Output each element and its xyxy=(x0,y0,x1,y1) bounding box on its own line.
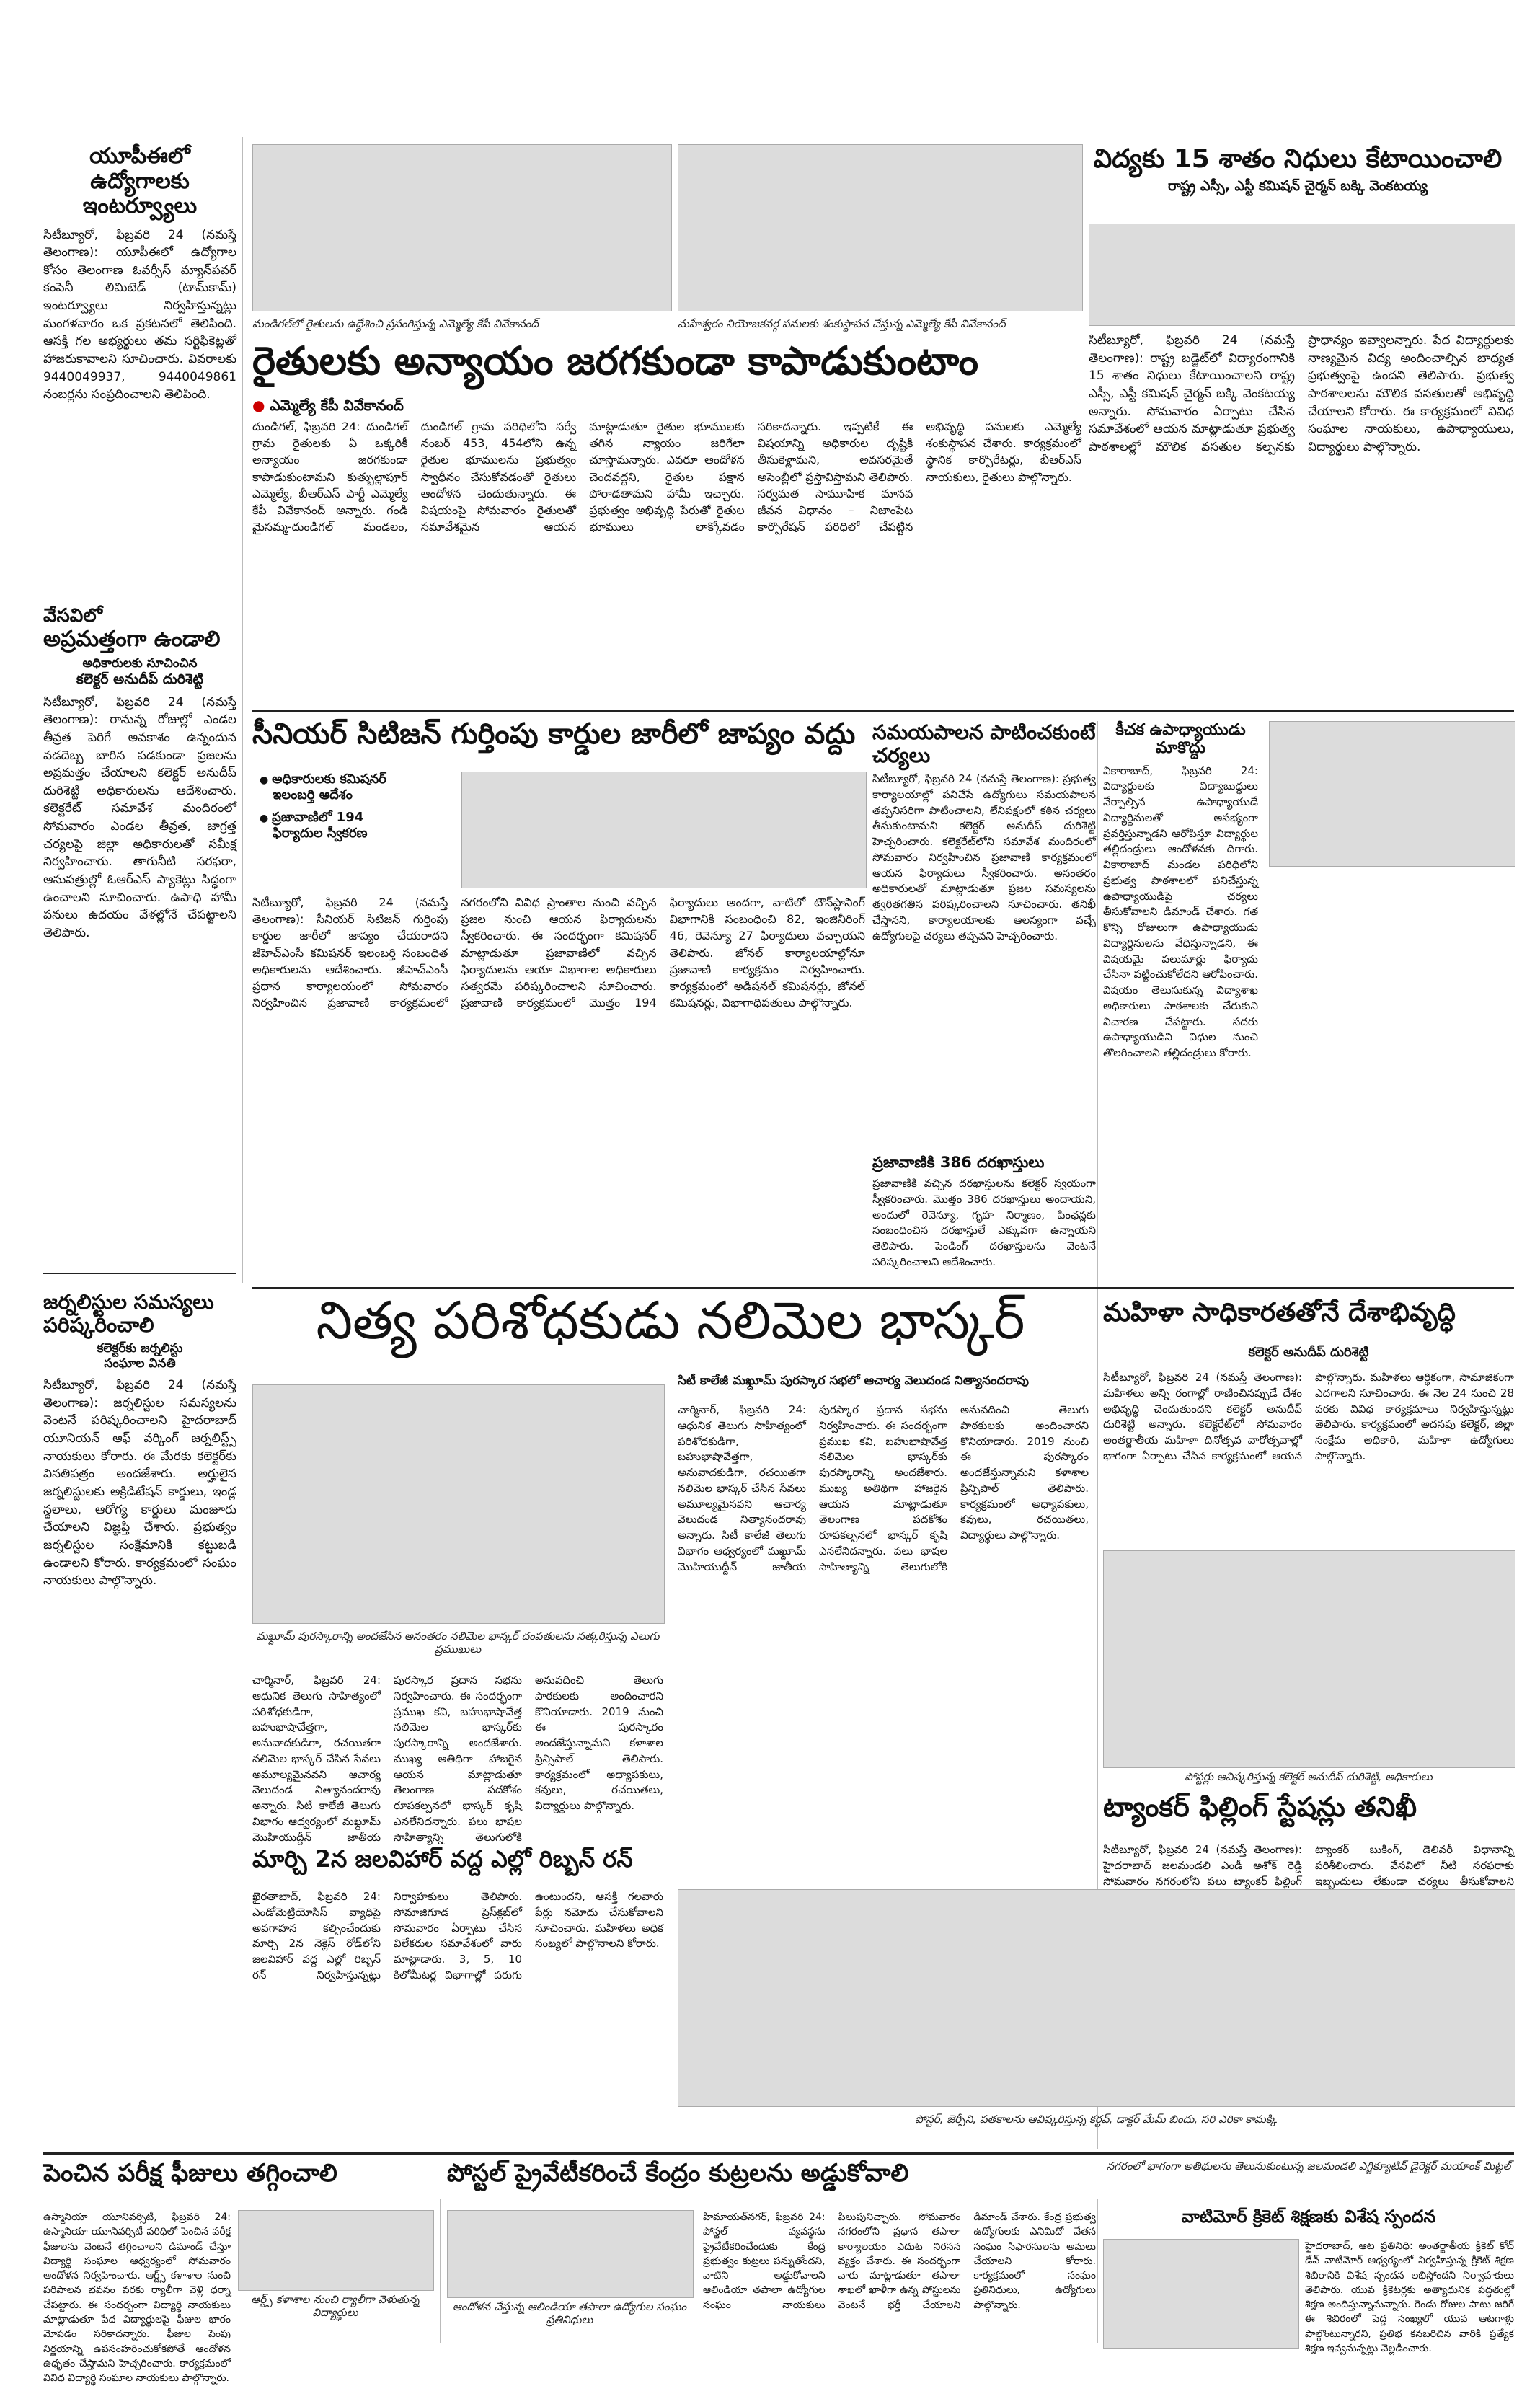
article-subhead: కలెక్టర్ అనుదీప్ దురిశెట్టి xyxy=(1248,1345,1369,1360)
article-summer-alert xyxy=(43,606,236,1269)
photo-caption: పోస్టర్లు ఆవిష్కరిస్తున్న కలెక్టర్ అనుదీప్ దురిశెట్టి, అధికారులు xyxy=(1185,1770,1433,1783)
article-kicker: నగరంలో భాగంగా అతిథులను తెలుసుకుంటున్న జలమండలి ఎగ్జిక్యూటివ్ డైరెక్టర్ మయాంక్ మిట్టల్ xyxy=(1106,2160,1511,2173)
article-subhead: సంఘాల వినతి xyxy=(104,1356,176,1371)
column-rule xyxy=(1097,2199,1098,2343)
article-headline: యూపీఈలో ఉద్యోగాలకు ఇంటర్వ్యూలు xyxy=(82,143,198,218)
article-subhead: సిటీ కాలేజీ మఖ్దూమ్ పురస్కార సభలో ఆచార్య వెలుదండ నిత్యానందరావు xyxy=(678,1374,1030,1388)
photo-bhaskar xyxy=(252,1384,665,1624)
photo-caption: ఆర్ట్స్ కళాశాల నుంచి ర్యాలీగా వెళుతున్న విద్యార్థులు xyxy=(251,2293,420,2319)
article-fees-body xyxy=(43,2210,231,2385)
photo-caption: ఆందోళన చేస్తున్న ఆలిండియా తపాలా ఉద్యోగుల సంఘం ప్రతినిధులు xyxy=(452,2300,687,2326)
photo-caption: మండిగల్‌లో రైతులను ఉద్దేశించి ప్రసంగిస్తున్న ఎమ్మెల్యే కేపీ వివేకానంద్ xyxy=(252,317,539,330)
article-body: సిటీబ్యూరో, ఫిబ్రవరి 24 (నమస్తే తెలంగాణ): సీనియర్ సిటిజన్ గుర్తింపు కార్డుల జారీలో జాప్యం చేయరాదని జీహెచ్ఎంసీ కమిషనర్ ఇలంబర్తి సంబంధిత అధికారులను ఆదేశించారు. జీహెచ్ఎంసీ ప్రధాన కార్యాలయంలో సోమవారం నిర్వహించిన ప్రజావాణి కార్యక్రమంలో నగరంలోని వివిధ ప్రాంతాల నుంచి వచ్చిన ప్రజల నుంచి ఆయన ఫిర్యాదులను స్వీకరించారు. ఈ సందర్భంగా కమిషనర్ మాట్లాడుతూ ప్రజావాణిలో వచ్చిన ఫిర్యాదులను ఆయా విభాగాల అధికారులు సత్వరమే పరిష్కరించాలని సూచించారు. ప్రజావాణి కార్యక్రమంలో మొత్తం 194 ఫిర్యాదులు అందగా, వాటిలో టౌన్‌ప్లానింగ్ విభాగానికి సంబంధించి 82, ఇంజినీరింగ్ 46, రెవెన్యూ 27 ఫిర్యాదులు వచ్చాయని తెలిపారు. జోనల్ కార్యాలయాల్లోనూ ప్రజావాణి కార్యక్రమం నిర్వహించారు. కార్యక్రమంలో అడిషనల్ కమిషనర్లు, జోనల్ కమిషనర్లు, విభాగాధిపతులు పాల్గొన్నారు. xyxy=(252,896,865,1010)
section-rule xyxy=(252,1287,1514,1289)
article-cricket-body xyxy=(1305,2239,1514,2355)
article-women-headline xyxy=(1103,1298,1514,1341)
article-bhaskar-body-b xyxy=(678,1402,1089,1839)
article-headline: పోస్టల్ ప్రైవేటీకరించే కేంద్రం కుట్రలను అడ్డుకోవాలి xyxy=(447,2159,909,2188)
article-subhead: కలెక్టర్ అనుదీప్ దురిశెట్టి xyxy=(76,671,204,687)
article-ribbon-headline xyxy=(252,1846,1089,1882)
article-headline: మార్చి 2న జలవిహార్ వద్ద ఎల్లో రిబ్బన్ రన్ xyxy=(252,1845,633,1873)
article-headline: కీచక ఉపాధ్యాయుడు xyxy=(1115,721,1246,739)
section-rule xyxy=(43,1273,236,1274)
article-subhead: మాకొద్దు xyxy=(1155,739,1206,758)
bullet-point: ● అధికారులకు కమిషనర్ xyxy=(260,772,447,787)
article-cricket-headline xyxy=(1103,2206,1514,2235)
photo-foundation xyxy=(678,144,1083,311)
article-citizen-body xyxy=(252,894,865,1283)
article-body: చార్మినార్, ఫిబ్రవరి 24: ఆధునిక తెలుగు సాహిత్యంలో పరిశోధకుడిగా, బహుభాషావేత్తగా, అనువాదకుడిగా, రచయితగా నలిమెల భాస్కర్ చేసిన సేవలు అమూల్యమైనవని ఆచార్య వెలుదండ నిత్యానందరావు అన్నారు. సిటీ కాలేజీ తెలుగు విభాగం ఆధ్వర్యంలో మఖ్దూమ్ మొహియుద్దీన్ జాతీయ పురస్కార ప్రదాన సభను నిర్వహించారు. ఈ సందర్భంగా ప్రముఖ కవి, బహుభాషావేత్త నలిమెల భాస్కర్‌కు పురస్కారాన్ని అందజేశారు. ముఖ్య అతిథిగా హాజరైన ఆయన మాట్లాడుతూ తెలంగాణ పదకోశం రూపకల్పనలో భాస్కర్ కృషి ఎనలేనిదన్నారు. పలు భాషల సాహిత్యాన్ని తెలుగులోకి అనువదించి తెలుగు పాఠకులకు అందించారని కొనియాడారు. 2019 నుంచి ఈ పురస్కారం అందజేస్తున్నామని కళాశాల ప్రిన్సిపాల్ తెలిపారు. కార్యక్రమంలో అధ్యాపకులు, కవులు, రచయితలు, విద్యార్థులు పాల్గొన్నారు. xyxy=(252,1674,663,1844)
article-bhaskar-subhead xyxy=(678,1374,1089,1395)
article-citizen-bullets xyxy=(260,772,447,887)
article-kicker: వేసవిలో xyxy=(43,605,102,627)
article-headline: అప్రమత్తంగా ఉండాలి xyxy=(43,626,221,652)
photo-caption: మఖ్దూమ్ పురస్కారాన్ని అందజేసిన అనంతరం నలిమెల భాస్కర్ దంపతులను సత్కరిస్తున్న ఎలుగు ప్రముఖులు xyxy=(256,1630,660,1656)
column-rule xyxy=(440,2199,441,2343)
section-rule xyxy=(252,710,1514,712)
article-body: సిటీబ్యూరో, ఫిబ్రవరి 24 (నమస్తే తెలంగాణ): రానున్న రోజుల్లో ఎండల తీవ్రత పెరిగే అవకాశం ఉన్నందున వడదెబ్బ బారిన పడకుండా ప్రజలను అప్రమత్తం చేయాలని కలెక్టర్ అనుదీప్ దురిశెట్టి అధికారులను ఆదేశించారు. కలెక్టరేట్ సమావేశ మందిరంలో సోమవారం ఎండల తీవ్రత, జాగ్రత్త చర్యలపై జిల్లా అధికారులతో సమీక్ష నిర్వహించారు. తాగునీటి సరఫరా, ఆసుపత్రుల్లో ఓఆర్ఎస్ ప్యాకెట్లు సిద్ధంగా ఉంచాలని సూచించారు. ఉపాధి హామీ పనులు ఉదయం వేళల్లోనే చేపట్టాలని తెలిపారు. xyxy=(43,694,236,940)
article-subhead: అధికారులకు సూచించిన xyxy=(82,656,198,671)
bullet-point: ● ప్రజావాణిలో 194 xyxy=(260,810,447,826)
article-postal-headline xyxy=(447,2160,1096,2203)
photo-postal xyxy=(447,2210,694,2298)
article-punct-headline xyxy=(872,720,1096,768)
article-headline: విద్యకు 15 శాతం నిధులు కేటాయించాలి xyxy=(1093,144,1503,174)
column-rule xyxy=(242,137,243,1283)
article-headline: మహిళా సాధికారతతోనే దేశాభివృద్ధి xyxy=(1103,1298,1456,1327)
article-teacher xyxy=(1103,721,1258,1291)
article-farmers-body xyxy=(252,397,1081,703)
article-tanker-headline xyxy=(1103,1792,1514,1835)
article-body: సిటీబ్యూరో, ఫిబ్రవరి 24 (నమస్తే తెలంగాణ): ప్రభుత్వ కార్యాలయాల్లో పనిచేసే ఉద్యోగులు సమయపాలన తప్పనిసరిగా పాటించాలని, లేనిపక్షంలో కఠిన చర్యలు తీసుకుంటామని కలెక్టర్ అనుదీప్ దురిశెట్టి హెచ్చరించారు. కలెక్టరేట్‌లోని సమావేశ మందిరంలో సోమవారం నిర్వహించిన ప్రజావాణి కార్యక్రమంలో ఆయన ఫిర్యాదులు స్వీకరించారు. అనంతరం అధికారులతో మాట్లాడుతూ ప్రజల సమస్యలను త్వరితగతిన పరిష్కరించాలని సూచించారు. తనిఖీ చేస్తానని, కార్యాలయాలకు ఆలస్యంగా వచ్చే ఉద్యోగులపై చర్యలు తప్పవని హెచ్చరించారు. xyxy=(872,772,1096,942)
article-byline: ● ఎమ్మెల్యే కేపీ వివేకానంద్ xyxy=(252,397,1081,414)
article-education-header xyxy=(1081,144,1514,216)
article-bhaskar-headline xyxy=(252,1291,1089,1370)
article-headline: సమయపాలన పాటించకుంటే చర్యలు xyxy=(872,720,1096,768)
article-punct-sub xyxy=(872,1154,1096,1283)
article-body: సిటీబ్యూరో, ఫిబ్రవరి 24 (నమస్తే తెలంగాణ): రాష్ట్ర బడ్జెట్‌లో విద్యారంగానికి 15 శాతం నిధులు కేటాయించాలని రాష్ట్ర ఎస్సీ, ఎస్టీ కమిషన్ చైర్మన్ బక్కి వెంకటయ్య అన్నారు. సోమవారం ఏర్పాటు చేసిన సమావేశంలో ఆయన మాట్లాడుతూ ప్రభుత్వ పాఠశాలల్లో మౌలిక వసతుల కల్పనకు ప్రాధాన్యం ఇవ్వాలన్నారు. పేద విద్యార్థులకు నాణ్యమైన విద్య అందించాల్సిన బాధ్యత ప్రభుత్వంపై ఉందని తెలిపారు. ప్రభుత్వ పాఠశాలలను మౌలిక వసతులతో అభివృద్ధి చేయాలని కోరారు. ఈ కార్యక్రమంలో వివిధ సంఘాల నాయకులు, ఉపాధ్యాయులు, విద్యార్థులు పాల్గొన్నారు. xyxy=(1089,333,1514,454)
photo-caption: మహేశ్వరం నియోజకవర్గ పనులకు శంకుస్థాపన చేస్తున్న ఎమ్మెల్యే కేపీ వివేకానంద్ xyxy=(678,317,1006,330)
article-bhaskar-body-a xyxy=(252,1673,663,1844)
article-upe-jobs xyxy=(43,144,236,591)
article-headline: వాటిమోర్ క్రికెట్ శిక్షణకు విశేష స్పందన xyxy=(1181,2206,1436,2227)
article-body: చార్మినార్, ఫిబ్రవరి 24: ఆధునిక తెలుగు సాహిత్యంలో పరిశోధకుడిగా, బహుభాషావేత్తగా, అనువాదకుడిగా, రచయితగా నలిమెల భాస్కర్ చేసిన సేవలు అమూల్యమైనవని ఆచార్య వెలుదండ నిత్యానందరావు అన్నారు. సిటీ కాలేజీ తెలుగు విభాగం ఆధ్వర్యంలో మఖ్దూమ్ మొహియుద్దీన్ జాతీయ పురస్కార ప్రదాన సభను నిర్వహించారు. ఈ సందర్భంగా ప్రముఖ కవి, బహుభాషావేత్త నలిమెల భాస్కర్‌కు పురస్కారాన్ని అందజేశారు. ముఖ్య అతిథిగా హాజరైన ఆయన మాట్లాడుతూ తెలంగాణ పదకోశం రూపకల్పనలో భాస్కర్ కృషి ఎనలేనిదన్నారు. పలు భాషల సాహిత్యాన్ని తెలుగులోకి అనువదించి తెలుగు పాఠకులకు అందించారని కొనియాడారు. 2019 నుంచి ఈ పురస్కారం అందజేస్తున్నామని కళాశాల ప్రిన్సిపాల్ తెలిపారు. కార్యక్రమంలో అధ్యాపకులు, కవులు, రచయితలు, విద్యార్థులు పాల్గొన్నారు. xyxy=(678,1403,1089,1573)
article-teacher-continued xyxy=(1269,721,1514,1291)
column-rule xyxy=(1097,721,1098,1291)
article-headline: సీనియర్ సిటిజన్ గుర్తింపు కార్డుల జారీలో జాప్యం వద్దు xyxy=(252,717,856,751)
article-headline: నిత్య పరిశోధకుడు నలిమెల భాస్కర్ xyxy=(316,1290,1025,1351)
article-subhead: రాష్ట్ర ఎస్సీ, ఎస్టీ కమిషన్ చైర్మన్ బక్కి వెంకటయ్య xyxy=(1167,178,1428,195)
article-body: సిటీబ్యూరో, ఫిబ్రవరి 24 (నమస్తే తెలంగాణ): హైదరాబాద్ జలమండలి ఎండీ అశోక్ రెడ్డి సోమవారం నగరంలోని పలు ట్యాంకర్ ఫిల్లింగ్ ట్యాంకర్ బుకింగ్, డెలివరీ విధానాన్ని పరిశీలించారు. వేసవిలో నీటి సరఫరాకు ఇబ్బందులు లేకుండా చర్యలు తీసుకోవాలని xyxy=(1103,1843,1514,1888)
photo-tanker xyxy=(1103,1550,1515,1768)
article-education-body xyxy=(1089,332,1514,707)
photo-caption: పోస్టర్, జెర్సీని, పతకాలను ఆవిష్కరిస్తున్న కర్టవ్, డాక్టర్ మేమ్ బిందు, సరి ఎరికా కామక్కి xyxy=(915,2113,1277,2126)
article-body: హైదరాబాద్, ఆట ప్రతినిధి: అంతర్జాతీయ క్రికెట్ కోచ్ డేవ్ వాటిమోర్ ఆధ్వర్యంలో నిర్వహిస్తున్న క్రికెట్ శిక్షణ శిబిరానికి విశేష స్పందన లభిస్తోందని నిర్వాహకులు తెలిపారు. యువ క్రికెటర్లకు అత్యాధునిక పద్ధతుల్లో శిక్షణ అందిస్తున్నామన్నారు. రెండు రోజుల పాటు జరిగే ఈ శిబిరంలో పెద్ద సంఖ్యలో యువ ఆటగాళ్లు పాల్గొంటున్నారని, ప్రతిభ కనబరిచిన వారికి ప్రత్యేక శిక్షణ ఇవ్వనున్నట్లు వెల్లడించారు. xyxy=(1305,2240,1514,2355)
section-rule xyxy=(43,2152,1514,2155)
photo-cricket xyxy=(1103,2239,1299,2349)
article-headline: రైతులకు అన్యాయం జరగకుండా కాపాడుకుంటాం xyxy=(252,338,978,384)
article-body: సిటీబ్యూరో, ఫిబ్రవరి 24 (నమస్తే తెలంగాణ): జర్నలిస్టుల సమస్యలను వెంటనే పరిష్కరించాలని హైదరాబాద్ యూనియన్ ఆఫ్ వర్కింగ్ జర్నలిస్ట్స్ నాయకులు కోరారు. ఈ మేరకు కలెక్టర్‌కు వినతిపత్రం అందజేశారు. అర్హులైన జర్నలిస్టులకు అక్రిడిటేషన్ కార్డులు, ఇండ్ల స్థలాలు, ఆరోగ్య కార్డులు మంజూరు చేయాలని విజ్ఞప్తి చేశారు. ప్రభుత్వం జర్నలిస్టుల సంక్షేమానికి కట్టుబడి ఉండాలని కోరారు. కార్యక్రమంలో సంఘం నాయకులు పాల్గొన్నారు. xyxy=(43,1378,236,1589)
article-body: ఉస్మానియా యూనివర్సిటీ, ఫిబ్రవరి 24: ఉస్మానియా యూనివర్సిటీ పరిధిలో పెంచిన పరీక్ష ఫీజులను వెంటనే తగ్గించాలని డిమాండ్ చేస్తూ విద్యార్థి సంఘాల ఆధ్వర్యంలో సోమవారం ఆందోళన నిర్వహించారు. ఆర్ట్స్ కళాశాల నుంచి పరిపాలన భవనం వరకు ర్యాలీగా వెళ్లి ధర్నా చేపట్టారు. ఈ సందర్భంగా విద్యార్థి నాయకులు మాట్లాడుతూ పేద విద్యార్థులపై ఫీజుల భారం మోపడం సరికాదన్నారు. ఫీజుల పెంపు నిర్ణయాన్ని ఉపసంహరించుకోకపోతే ఆందోళన ఉధృతం చేస్తామని హెచ్చరించారు. కార్యక్రమంలో వివిధ విద్యార్థి సంఘాల నాయకులు పాల్గొన్నారు. xyxy=(43,2212,231,2385)
article-body: ఖైరతాబాద్, ఫిబ్రవరి 24: ఎండోమెట్రియోసిస్ వ్యాధిపై అవగాహన కల్పించేందుకు మార్చి 2న నెక్లెస్ రోడ్‌లోని జలవిహార్ వద్ద ఎల్లో రిబ్బన్ రన్ నిర్వహిస్తున్నట్లు నిర్వాహకులు తెలిపారు. సోమాజిగూడ ప్రెస్‌క్లబ్‌లో సోమవారం ఏర్పాటు చేసిన విలేకరుల సమావేశంలో వారు మాట్లాడారు. 3, 5, 10 కిలోమీటర్ల విభాగాల్లో పరుగు ఉంటుందని, ఆసక్తి గలవారు పేర్లు నమోదు చేసుకోవాలని సూచించారు. మహిళలు అధిక సంఖ్యలో పాల్గొనాలని కోరారు. xyxy=(252,1890,663,1981)
photo-fees xyxy=(238,2210,434,2291)
bullet-point: ఇలంబర్తి ఆదేశం xyxy=(273,787,353,803)
article-farmers-headline xyxy=(252,339,1081,389)
photo-farmers xyxy=(252,144,672,311)
article-headline: జర్నలిస్టుల సమస్యలు పరిష్కరించాలి xyxy=(43,1290,214,1338)
photo-ribbon xyxy=(678,1889,1515,2107)
article-cricket-kicker xyxy=(1103,2160,1514,2203)
article-women-body xyxy=(1103,1370,1514,1543)
article-body: హిమాయత్‌నగర్, ఫిబ్రవరి 24: పోస్టల్ వ్యవస్థను ప్రైవేటీకరించేందుకు కేంద్ర ప్రభుత్వం కుట్రలు పన్నుతోందని, వాటిని అడ్డుకోవాలని ఆలిండియా తపాలా ఉద్యోగుల సంఘం నాయకులు పిలుపునిచ్చారు. సోమవారం నగరంలోని ప్రధాన తపాలా కార్యాలయం ఎదుట నిరసన వ్యక్తం చేశారు. ఈ సందర్భంగా వారు మాట్లాడుతూ తపాలా శాఖలో ఖాళీగా ఉన్న పోస్టులను వెంటనే భర్తీ చేయాలని డిమాండ్ చేశారు. కేంద్ర ప్రభుత్వ ఉద్యోగులకు ఎనిమిదో వేతన సంఘం సిఫారసులను అమలు చేయాలని కోరారు. కార్యక్రమంలో సంఘం ప్రతినిధులు, ఉద్యోగులు పాల్గొన్నారు. xyxy=(703,2212,1096,2311)
article-journalists xyxy=(43,1291,236,2142)
article-headline: ట్యాంకర్ ఫిల్లింగ్ స్టేషన్లు తనిఖీ xyxy=(1103,1791,1417,1823)
bullet-point: ఫిర్యాదుల స్వీకరణ xyxy=(273,825,368,841)
article-body: ప్రజావాణికి వచ్చిన దరఖాస్తులను కలెక్టర్ స్వయంగా స్వీకరించారు. మొత్తం 386 దరఖాస్తులు అందాయని, అందులో రెవెన్యూ, గృహ నిర్మాణం, పింఛన్లకు సంబంధించిన దరఖాస్తులే ఎక్కువగా ఉన్నాయని తెలిపారు. పెండింగ్ దరఖాస్తులను వెంటనే పరిష్కరించాలని ఆదేశించారు. xyxy=(872,1177,1096,1268)
article-fees-headline xyxy=(43,2160,433,2203)
article-subhead: కలెక్టర్‌కు జర్నలిస్టు xyxy=(97,1341,183,1356)
article-citizen-headline xyxy=(252,717,865,761)
article-punct-body xyxy=(872,772,1096,1146)
article-ribbon-body xyxy=(252,1889,663,2134)
photo-education xyxy=(1089,224,1515,326)
article-body: వికారాబాద్, ఫిబ్రవరి 24: విద్యార్థులకు విద్యాబుద్ధులు నేర్పాల్సిన ఉపాధ్యాయుడే విద్యార్థినులతో అసభ్యంగా ప్రవర్తిస్తున్నాడని ఆరోపిస్తూ విద్యార్థుల తల్లిదండ్రులు ఆందోళనకు దిగారు. వికారాబాద్ మండల పరిధిలోని ప్రభుత్వ పాఠశాలలో పనిచేస్తున్న ఉపాధ్యాయుడిపై చర్యలు తీసుకోవాలని డిమాండ్ చేశారు. గత కొన్ని రోజులుగా ఉపాధ్యాయుడు విద్యార్థినులను వేధిస్తున్నాడని, ఈ విషయమై పలుమార్లు ఫిర్యాదు చేసినా పట్టించుకోలేదని ఆరోపించారు. విషయం తెలుసుకున్న విద్యాశాఖ అధికారులు పాఠశాలకు చేరుకుని విచారణ చేపట్టారు. సదరు ఉపాధ్యాయుడిని విధుల నుంచి తొలగించాలని తల్లిదండ్రులు కోరారు. xyxy=(1103,764,1258,1060)
article-body: సిటీబ్యూరో, ఫిబ్రవరి 24 (నమస్తే తెలంగాణ): మహిళలు అన్ని రంగాల్లో రాణించినప్పుడే దేశం అభివృద్ధి చెందుతుందని కలెక్టర్ అనుదీప్ దురిశెట్టి అన్నారు. కలెక్టరేట్‌లో సోమవారం అంతర్జాతీయ మహిళా దినోత్సవ వారోత్సవాల్లో భాగంగా ఏర్పాటు చేసిన కార్యక్రమంలో ఆయన పాల్గొన్నారు. మహిళలు ఆర్థికంగా, సామాజికంగా ఎదగాలని సూచించారు. ఈ నెల 24 నుంచి 28 వరకు వివిధ కార్యక్రమాలు నిర్వహిస్తున్నట్లు తెలిపారు. కార్యక్రమంలో అదనపు కలెక్టర్, జిల్లా సంక్షేమ అధికారి, మహిళా ఉద్యోగులు పాల్గొన్నారు. xyxy=(1103,1371,1514,1462)
article-body: దుండిగల్, ఫిబ్రవరి 24: దుండిగల్ గ్రామ రైతులకు ఏ ఒక్కరికీ అన్యాయం జరగకుండా కాపాడుకుంటామని కుత్బుల్లాపూర్ ఎమ్మెల్యే, బీఆర్ఎస్ పార్టీ ఎమ్మెల్యే కేపీ వివేకానంద్ అన్నారు. గండి మైసమ్మ-దుండిగల్ మండలం, దుండిగల్ గ్రామ పరిధిలోని సర్వే నంబర్ 453, 454లోని ఉన్న రైతుల భూములను ప్రభుత్వం స్వాధీనం చేసుకోవడంతో రైతులు ఆందోళన చెందుతున్నారు. ఈ విషయంపై సోమవారం రైతులతో సమావేశమైన ఆయన మాట్లాడుతూ రైతుల భూములకు తగిన న్యాయం జరిగేలా చూస్తామన్నారు. ఎవరూ ఆందోళన చెందవద్దని, రైతుల పక్షాన పోరాడతామని హామీ ఇచ్చారు. ప్రభుత్వం అభివృద్ధి పేరుతో రైతుల భూములు లాక్కోవడం సరికాదన్నారు. ఇప్పటికే ఈ విషయాన్ని అధికారుల దృష్టికి తీసుకెళ్లామని, అవసరమైతే అసెంబ్లీలో ప్రస్తావిస్తామని తెలిపారు. సర్వమత సామూహిక మానవ జీవన విధానం – నిజాంపేట కార్పొరేషన్ పరిధిలో చేపట్టిన అభివృద్ధి పనులకు ఎమ్మెల్యే శంకుస్థాపన చేశారు. కార్యక్రమంలో స్థానిక కార్పొరేటర్లు, బీఆర్ఎస్ నాయకులు, రైతులు పాల్గొన్నారు. xyxy=(252,420,1081,534)
photo-citizen xyxy=(461,772,867,888)
article-subhead: ప్రజావాణికి 386 దరఖాస్తులు xyxy=(872,1154,1045,1171)
article-women-subhead xyxy=(1103,1345,1514,1366)
article-postal-body xyxy=(703,2210,1096,2347)
article-body: సిటీబ్యూరో, ఫిబ్రవరి 24 (నమస్తే తెలంగాణ): యూపీఈలో ఉద్యోగాల కోసం తెలంగాణ ఓవర్సీస్ మ్యాన్‌పవర్ కంపెనీ లిమిటెడ్ (టామ్‌కామ్) ఇంటర్వ్యూలు నిర్వహిస్తున్నట్లు మంగళవారం ఒక ప్రకటనలో తెలిపింది. ఆసక్తి గల అభ్యర్థులు తమ సర్టిఫికెట్లతో హాజరుకావాలని సూచించారు. వివరాలకు 9440049937, 9440049861 నంబర్లను సంప్రదించాలని తెలిపింది. xyxy=(43,227,236,402)
photo-teacher xyxy=(1269,721,1515,867)
article-headline: పెంచిన పరీక్ష ఫీజులు తగ్గించాలి xyxy=(43,2159,337,2188)
